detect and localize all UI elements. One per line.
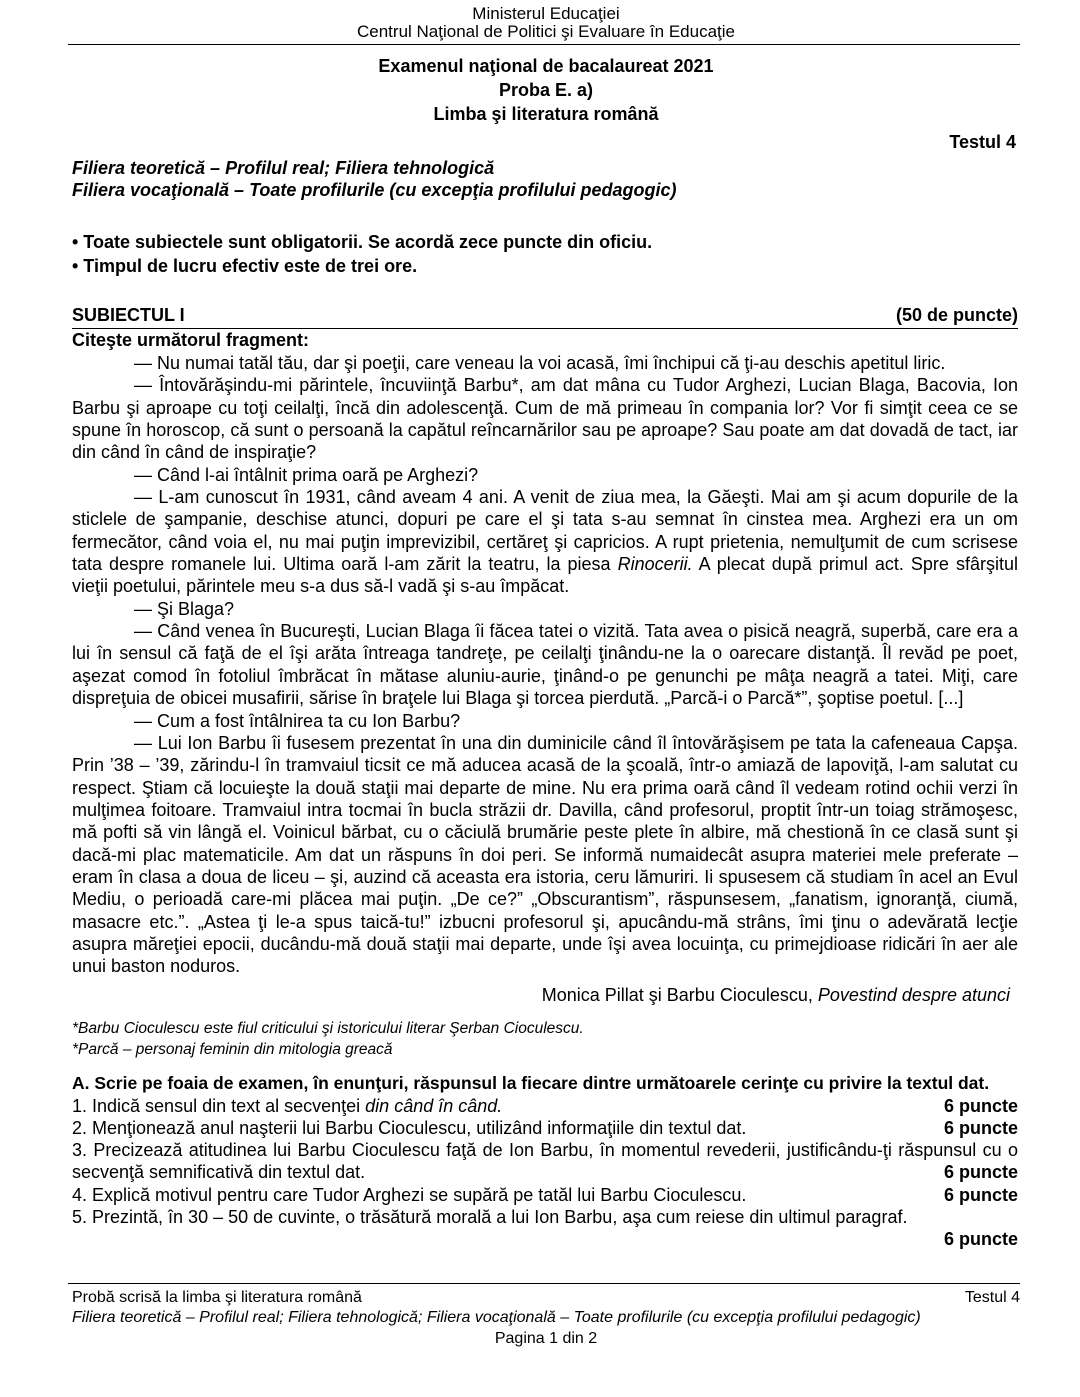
footnote-barbu: *Barbu Cioculescu este fiul criticului şi istoricului literar Şerban Cioculescu. xyxy=(72,1020,584,1037)
footer-divider xyxy=(68,1283,1020,1284)
requirement-points: 6 puncte xyxy=(943,1185,1018,1205)
center-name: Centrul Naţional de Politici şi Evaluare în Educaţie xyxy=(357,22,735,41)
requirement-item xyxy=(72,1139,1018,1184)
fragment-paragraph: — Cum a fost întâlnirea ta cu Ion Barbu? xyxy=(134,710,461,731)
footnote-parca: *Parcă – personaj feminin din mitologia greacă xyxy=(72,1041,393,1058)
fragment-paragraph: — Lui Ion Barbu îi fusesem prezentat în una din duminicile când îl întovărăşisem pe tata la cafeneaua Capşa. Prin ’38 – ’39, zărindu-l în tramvaiul ticsit ce mă aducea acasă de la şcoală, într-o amiază de lapoviţă, l-am salutat cu respect. Ştiam că locuieşte la două staţii mai departe de mine. Nu era prima oară când îl vedeam rotind ochii verzi în mulţimea foitoare. Tramvaiul intra tocmai în bucla străzii dr. Davilla, când profesorul, proptit într-un toiag strămoşesc, mă pofti să vin lângă el. Voinicul bărbat, cu o căciulă brumărie peste plete în albire, mă chestionă în ce clasă sunt şi dacă-mi plac matematicile. Am dat un răspuns în doi peri. Se informă numaidecât asupra materiei mele preferate – eram în clasa a doua de liceu – şi, auzind că aceasta era istoria, ceru lămuriri. Ii spusesem că studiam în acel an Evul Mediu, o perioadă care-mi plăcea mai puţin. „De ce?” „Obscurantism”, răspunsesem, „fanatism, ignoranţă, ciumă, masacre etc.”. „Astea ţi le-a spus taică-tu!” izbucni profesorul şi, apucându-mă strâns, îmi ţinu o adevărată lecţie asupra măreţiei epocii, ducându-mă două staţii mai departe, unde îşi avea locuinţa, cu primejdioase ridicări în aer ale unui baston noduros. xyxy=(72,732,1018,977)
footer-line-1: Probă scrisă la limba şi literatura română xyxy=(72,1289,362,1306)
fragment-text-run: — L-am cunoscut în 1931, când aveam 4 ani. A venit de ziua mea, la Găeşti. Mai am şi acum dopurile de la sticlele de şampanie, deschise atunci, dopuri pe care el şi tata s-au semnat în cinstea mea. Arghezi era un om fermecător, când voia el, nu mai puţin imprevizibil, certăreţ şi capricios. A rupt prietenia, nemulţumit de cum scrisese tata despre romanele lui. Ultima oară l-am zărit la teatru, la piesa xyxy=(72,487,1018,575)
footer-test-number: Testul 4 xyxy=(964,1289,1020,1306)
requirement-points: 6 puncte xyxy=(943,1118,1018,1138)
requirement-text: 5. Prezintă, în 30 – 50 de cuvinte, o trăsătură morală a lui Ion Barbu, aşa cum reiese din ultimul paragraf. xyxy=(72,1207,908,1227)
subiect-divider xyxy=(72,328,1018,329)
fragment-text-run: A plecat după primul act. Spre sfârşitul vieţii poetului, părintele meu s-a dus să-l vadă şi s-au împăcat. xyxy=(72,554,1018,597)
filiera-line-1: Filiera teoretică – Profilul real; Filiera tehnologică xyxy=(72,158,495,178)
fragment-source xyxy=(542,985,1010,1006)
source-book: Povestind despre atunci xyxy=(817,985,1010,1005)
requirement-item xyxy=(72,1206,1018,1250)
requirement-text: 2. Menţionează anul naşterii lui Barbu Cioculescu, utilizând informaţiile din textul dat. xyxy=(72,1118,747,1138)
requirement-item xyxy=(72,1117,1018,1139)
footer-line-2: Filiera teoretică – Profilul real; Filiera tehnologică; Filiera vocaţională – Toate profilurile (cu excepţia profilului pedagogic) xyxy=(72,1309,921,1326)
requirements-heading: A. Scrie pe foaia de examen, în enunţuri, răspunsul la fiecare dintre următoarele cerinţe cu privire la textul dat. xyxy=(72,1073,990,1093)
fragment-text xyxy=(72,352,1018,978)
requirement-text: 4. Explică motivul pentru care Tudor Arghezi se supără pe tatăl lui Barbu Cioculescu. xyxy=(72,1185,747,1205)
fragment-paragraph: — Când venea în Bucureşti, Lucian Blaga îi făcea tatei o vizită. Tata avea o pisică neagră, superbă, care era a lui în sensul că faţă de el îşi arăta întreaga tandreţe, pe ceilalţi ţinându-ne la o oarecare distanţă. Îl revăd pe poet, aşezat comod în fotoliul îmbrăcat în mătase aluniu-aurie, ţinând-o pe genunchi pe mâţa neagră a tatei. Miţi, care dispreţuia de obicei musafirii, sărise în braţele lui Blaga şi torcea pierdută. „Parcă-i o Parcă*”, şoptise poetul. [...] xyxy=(72,621,1018,709)
requirement-points: 6 puncte xyxy=(943,1229,1018,1250)
play-title: Rinocerii. xyxy=(617,554,693,575)
exam-subject: Limba şi literatura română xyxy=(433,104,659,124)
requirement-item xyxy=(72,1184,1018,1206)
subiect-heading-row xyxy=(72,305,1018,326)
requirement-points: 6 puncte xyxy=(943,1096,1018,1116)
fragment-paragraph xyxy=(72,486,1018,598)
fragment-paragraph: — Întovărăşindu-mi părintele, încuviinţă Barbu*, am dat mâna cu Tudor Arghezi, Lucian Blaga, Bacovia, Ion Barbu şi aproape cu toţi ceilalţi, încă din adolescenţă. Cum de mă primeau în compania lor? Vor fi simţit ceea ce se spune în horoscop, că sunt o persoană la capătul reîncarnărilor sau pe aproape? Sau poate am dat dovadă de tact, iar din când în când de inspiraţie? xyxy=(72,375,1018,463)
source-authors: Monica Pillat şi Barbu Cioculescu, xyxy=(541,985,818,1005)
requirement-points: 6 puncte xyxy=(943,1162,1018,1183)
fragment-paragraph: — Şi Blaga? xyxy=(134,598,235,619)
requirement-text: 3. Precizează atitudinea lui Barbu Cioculescu faţă de Ion Barbu, în momentul revederii, justificându-ţi răspunsul cu o secvenţă semnificativă din textul dat. xyxy=(72,1140,1018,1183)
fragment-paragraph: — Când l-ai întâlnit prima oară pe Arghezi? xyxy=(134,464,479,485)
instruction-bullet-1: • Toate subiectele sunt obligatorii. Se acordă zece puncte din oficiu. xyxy=(72,232,653,252)
subiect-points: (50 de puncte) xyxy=(895,305,1018,325)
exam-proba: Proba E. a) xyxy=(498,80,594,100)
requirement-quote: din când în când. xyxy=(365,1096,503,1116)
requirement-text: 1. Indică sensul din text al secvenţei xyxy=(72,1096,366,1116)
header-divider xyxy=(68,44,1020,45)
filiera-line-2: Filiera vocaţională – Toate profilurile (cu excepţia profilului pedagogic) xyxy=(72,180,677,200)
page-number: Pagina 1 din 2 xyxy=(494,1330,598,1347)
ministry-name: Ministerul Educaţiei xyxy=(472,4,620,23)
instruction-bullet-2: • Timpul de lucru efectiv este de trei ore. xyxy=(72,256,418,276)
exam-title: Examenul naţional de bacalaureat 2021 xyxy=(378,56,714,76)
requirement-item xyxy=(72,1095,1018,1117)
fragment-intro: Citeşte următorul fragment: xyxy=(72,330,310,350)
test-number: Testul 4 xyxy=(949,132,1016,152)
subiect-title: SUBIECTUL I xyxy=(72,305,185,325)
fragment-paragraph: — Nu numai tatăl tău, dar şi poeţii, care veneau la voi acasă, îmi închipui că ţi-au deschis apetitul liric. xyxy=(134,353,946,373)
